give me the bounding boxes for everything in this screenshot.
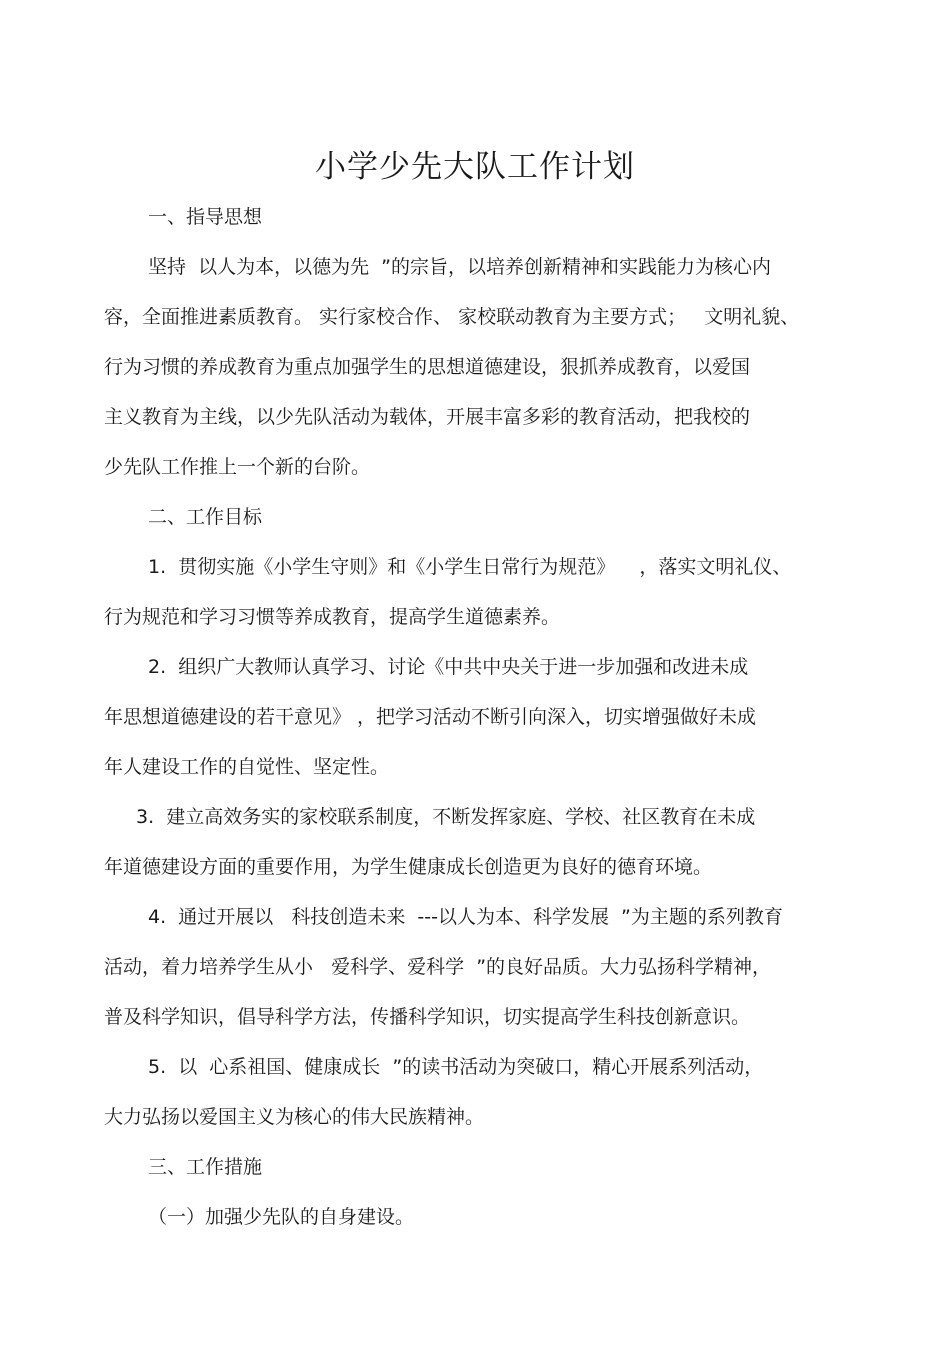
paragraph-line: 容，全面推进素质教育。 实行家校合作、 家校联动教育为主要方式； 文明礼貌、	[104, 306, 800, 328]
section-heading-guiding-thought: 一、指导思想	[148, 206, 263, 228]
paragraph-line: 少先队工作推上一个新的台阶。	[104, 456, 371, 478]
subsection-heading: （一）加强少先队的自身建设。	[148, 1206, 415, 1228]
document-title: 小学少先大队工作计划	[315, 149, 635, 185]
paragraph-line: 年人建设工作的自觉性、坚定性。	[104, 756, 390, 778]
goal-item-2: 2. 组织广大教师认真学习、讨论《中共中央关于进一步加强和改进未成	[148, 656, 749, 678]
section-heading-work-measures: 三、工作措施	[148, 1156, 263, 1178]
paragraph-line: 年思想道德建设的若干意见》 ，把学习活动不断引向深入，切实增强做好未成	[104, 706, 757, 728]
paragraph-line: 行为规范和学习习惯等养成教育，提高学生道德素养。	[104, 606, 561, 628]
section-heading-work-goals: 二、工作目标	[148, 506, 263, 528]
paragraph-line: 主义教育为主线，以少先队活动为载体，开展丰富多彩的教育活动，把我校的	[104, 406, 751, 428]
goal-item-4: 4. 通过开展以 科技创造未来 ---以人为本、科学发展 ”为主题的系列教育	[148, 906, 783, 928]
paragraph-line: 普及科学知识，倡导科学方法，传播科学知识，切实提高学生科技创新意识。	[104, 1006, 751, 1028]
goal-item-3: 3. 建立高效务实的家校联系制度，不断发挥家庭、学校、社区教育在未成	[136, 806, 756, 828]
paragraph-line: 年道德建设方面的重要作用，为学生健康成长创造更为良好的德育环境。	[104, 856, 713, 878]
paragraph-line: 活动，着力培养学生从小 爱科学、爱科学 ”的良好品质。大力弘扬科学精神，	[104, 956, 772, 978]
paragraph-line: 大力弘扬以爱国主义为核心的伟大民族精神。	[104, 1106, 485, 1128]
paragraph-line: 行为习惯的养成教育为重点加强学生的思想道德建设，狠抓养成教育，以爱国	[104, 356, 751, 378]
goal-item-5: 5. 以 心系祖国、健康成长 ”的读书活动为突破口，精心开展系列活动，	[148, 1056, 764, 1078]
paragraph-line: 坚持 以人为本，以德为先 ”的宗旨，以培养创新精神和实践能力为核心内	[148, 256, 772, 278]
goal-item-1: 1. 贯彻实施《小学生守则》和《小学生日常行为规范》 ，落实文明礼仪、	[148, 556, 792, 578]
